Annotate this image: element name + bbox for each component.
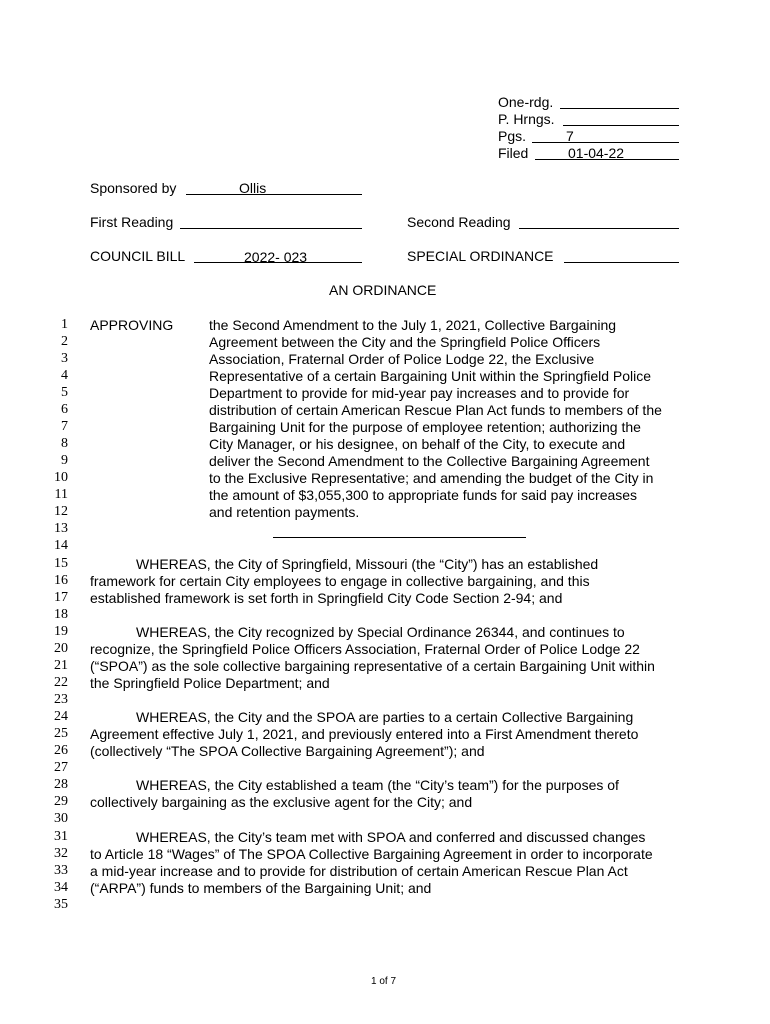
line-number: 12 — [54, 504, 68, 519]
line-number: 1 — [61, 317, 68, 332]
sponsored-by-label: Sponsored by — [90, 180, 177, 196]
line-number: 4 — [61, 368, 68, 383]
recital-line: (collectively “The SPOA Collective Bargaining Agreement”); and — [90, 743, 485, 759]
line-number: 11 — [54, 487, 68, 502]
filed-label: Filed — [498, 145, 529, 161]
line-number: 26 — [54, 743, 68, 758]
line-number: 28 — [54, 777, 68, 792]
recital-line: WHEREAS, the City established a team (the “City’s team”) for the purposes of — [136, 777, 619, 793]
line-number: 27 — [54, 760, 68, 775]
title-separator-rule — [273, 537, 526, 538]
special-ordinance-line — [564, 262, 679, 263]
line-number: 13 — [54, 521, 68, 536]
line-number: 23 — [54, 692, 68, 707]
recital-line: established framework is set forth in Springfield City Code Section 2-94; and — [90, 590, 563, 606]
line-number: 8 — [61, 436, 68, 451]
line-number: 15 — [54, 556, 68, 571]
title-line: distribution of certain American Rescue Plan Act funds to members of the — [209, 402, 662, 418]
line-number: 20 — [54, 641, 68, 656]
recital-line: Agreement effective July 1, 2021, and previously entered into a First Amendment thereto — [90, 726, 639, 742]
recital-line: WHEREAS, the City of Springfield, Missouri (the “City”) has an established — [136, 556, 599, 572]
line-number: 29 — [54, 794, 68, 809]
line-number: 22 — [54, 675, 68, 690]
approving-label: APPROVING — [90, 317, 174, 333]
p-hrngs-line — [563, 125, 679, 126]
line-number: 16 — [54, 573, 68, 588]
one-rdg-label: One-rdg. — [498, 94, 554, 110]
line-number: 32 — [54, 846, 68, 861]
one-rdg-line — [560, 108, 679, 109]
line-number: 9 — [61, 453, 68, 468]
recital-line: WHEREAS, the City and the SPOA are parties to a certain Collective Bargaining — [136, 709, 634, 725]
title-line: City Manager, or his designee, on behalf of the City, to execute and — [209, 436, 626, 452]
line-number: 33 — [54, 863, 68, 878]
line-number: 5 — [61, 385, 68, 400]
title-line: the Second Amendment to the July 1, 2021, Collective Bargaining — [209, 317, 617, 333]
line-number: 6 — [61, 402, 68, 417]
recital-line: WHEREAS, the City’s team met with SPOA and conferred and discussed changes — [136, 829, 646, 845]
line-number: 18 — [54, 607, 68, 622]
title-line: Bargaining Unit for the purpose of employee retention; authorizing the — [209, 419, 641, 435]
council-bill-label: COUNCIL BILL — [90, 248, 186, 264]
title-line: deliver the Second Amendment to the Collective Bargaining Agreement — [209, 453, 650, 469]
line-number: 31 — [54, 829, 68, 844]
line-number: 14 — [54, 538, 68, 553]
first-reading-line — [180, 228, 362, 229]
title-line: Representative of a certain Bargaining Unit within the Springfield Police — [209, 368, 652, 384]
recital-line: the Springfield Police Department; and — [90, 675, 330, 691]
p-hrngs-label: P. Hrngs. — [498, 111, 555, 127]
second-reading-line — [519, 228, 679, 229]
recital-line: WHEREAS, the City recognized by Special Ordinance 26344, and continues to — [136, 624, 625, 640]
second-reading-label: Second Reading — [407, 214, 511, 230]
line-number: 35 — [54, 897, 68, 912]
title-line: and retention payments. — [209, 504, 360, 520]
recital-line: (“ARPA”) funds to members of the Bargaining Unit; and — [90, 880, 432, 896]
title-line: the amount of $3,055,300 to appropriate funds for said pay increases — [209, 487, 638, 503]
recital-line: collectively bargaining as the exclusive agent for the City; and — [90, 794, 473, 810]
line-number: 19 — [54, 624, 68, 639]
sponsored-by-value: Ollis — [239, 180, 267, 196]
line-number: 3 — [61, 351, 68, 366]
ordinance-heading: AN ORDINANCE — [329, 282, 437, 298]
line-number: 7 — [61, 419, 68, 434]
title-line: Department to provide for mid-year pay increases and to provide for — [209, 385, 630, 401]
line-number: 21 — [54, 658, 68, 673]
line-number: 24 — [54, 709, 68, 724]
filed-value: 01-04-22 — [568, 145, 625, 161]
recital-line: recognize, the Springfield Police Officers Association, Fraternal Order of Police Lodge 22 — [90, 641, 640, 657]
special-ordinance-label: SPECIAL ORDINANCE — [407, 248, 554, 264]
recital-line: to Article 18 “Wages” of The SPOA Collective Bargaining Agreement in order to incorporate — [90, 846, 653, 862]
recital-line: a mid-year increase and to provide for distribution of certain American Rescue Plan Act — [90, 863, 628, 879]
line-number: 17 — [54, 590, 68, 605]
pgs-line — [532, 142, 679, 143]
recital-line: (“SPOA”) as the sole collective bargaining representative of a certain Bargaining Unit within — [90, 658, 655, 674]
page-number-footer: 1 of 7 — [371, 976, 397, 987]
council-bill-value: 2022- 023 — [244, 249, 308, 265]
line-number: 10 — [54, 470, 68, 485]
title-line: Agreement between the City and the Springfield Police Officers — [209, 334, 601, 350]
pgs-label: Pgs. — [498, 128, 527, 144]
recital-line: framework for certain City employees to engage in collective bargaining, and this — [90, 573, 590, 589]
line-number: 34 — [54, 880, 68, 895]
title-line: Association, Fraternal Order of Police Lodge 22, the Exclusive — [209, 351, 595, 367]
pgs-value: 7 — [566, 128, 574, 144]
first-reading-label: First Reading — [90, 214, 174, 230]
line-number: 2 — [61, 334, 68, 349]
sponsored-by-line — [186, 194, 362, 195]
title-line: to the Exclusive Representative; and amending the budget of the City in — [209, 470, 654, 486]
line-number: 25 — [54, 726, 68, 741]
line-number: 30 — [54, 811, 68, 826]
